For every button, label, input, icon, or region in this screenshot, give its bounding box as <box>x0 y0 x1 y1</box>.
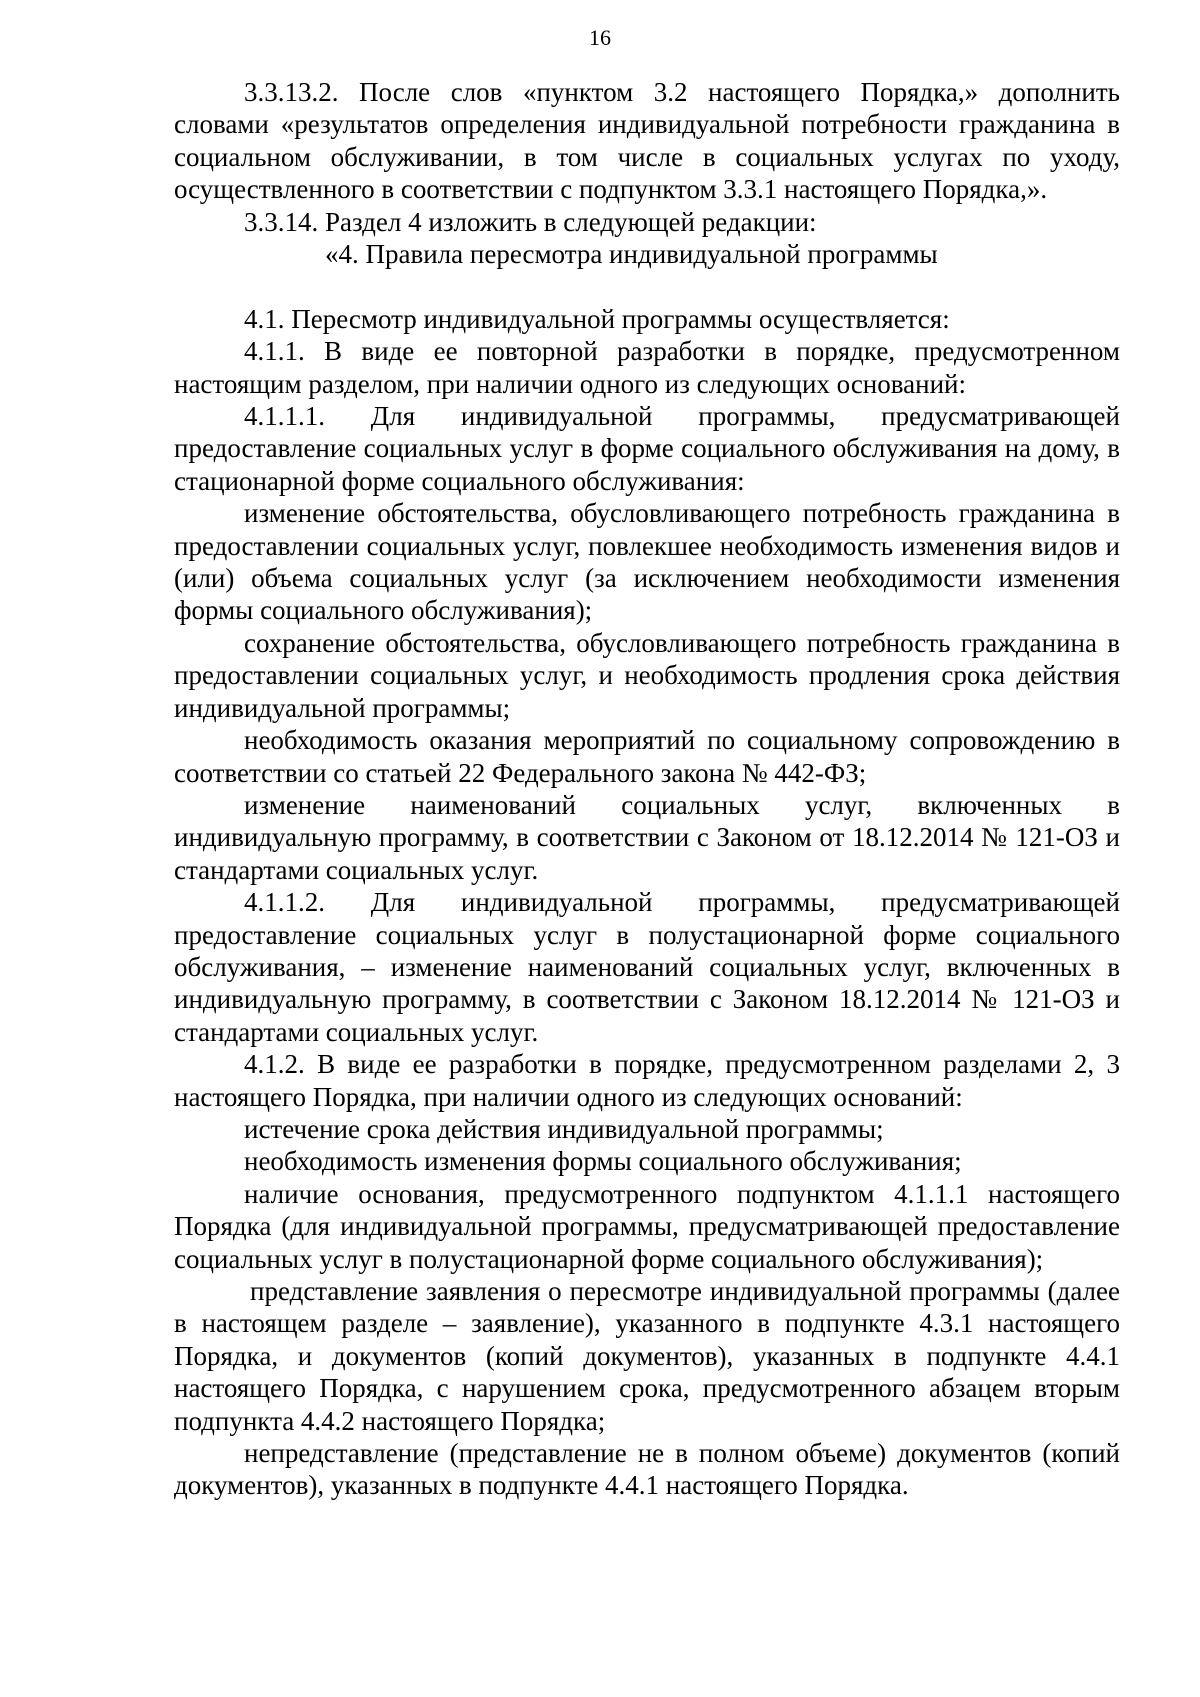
paragraph-expiry: истечение срока действия индивидуальной программы; <box>244 1113 884 1144</box>
paragraph-application: представление заявления о пересмотре индивидуальной программы (далее в настоящем разделе – заявление), указанного в подпункте 4.3.1 настоящего Порядка, и документов (копий документов), указанных в подпункте 4.4.1 настоящего Порядка, с нарушением срока, предусмотренного абзацем вторым подпункта 4.4.2 настоящего Порядка; <box>174 1276 1120 1436</box>
paragraph-3-3-13-2: 3.3.13.2. После слов «пунктом 3.2 настоящего Порядка,» дополнить словами «результатов определения индивидуальной потребности гражданина в социальном обслуживании, в том числе в социальных услугах по уходу, осуществленного в соответствии с подпунктом 3.3.1 настоящего Порядка,». <box>174 77 1120 205</box>
paragraph-4-1: 4.1. Пересмотр индивидуальной программы осуществляется: <box>244 303 950 334</box>
paragraph-4-1-2: 4.1.2. В виде ее разработки в порядке, предусмотренном разделами 2, 3 настоящего Порядка, при наличии одного из следующих оснований: <box>174 1049 1120 1112</box>
paragraph-3-3-14: 3.3.14. Раздел 4 изложить в следующей редакции: <box>244 206 817 237</box>
section-heading: «4. Правила пересмотра индивидуальной программы <box>325 239 938 270</box>
paragraph-4-1-1-1: 4.1.1.1. Для индивидуальной программы, предусматривающей предоставление социальных услуг в форме социального обслуживания на дому, в стационарной форме социального обслуживания: <box>174 401 1120 496</box>
paragraph-non-submission: непредставление (представление не в полном объеме) документов (копий документов), указанных в подпункте 4.4.1 настоящего Порядка. <box>174 1438 1120 1501</box>
blank-line <box>174 270 1120 302</box>
paragraph-change-service-names: изменение наименований социальных услуг, включенных в индивидуальную программу, в соответствии с Законом от 18.12.2014 № 121-ОЗ и стандартами социальных услуг. <box>174 789 1120 885</box>
paragraph-change-circumstance: изменение обстоятельства, обусловливающего потребность гражданина в предоставлении социальных услуг, повлекшее необходимость изменения видов и (или) объема социальных услуг (за исключением необходимости изменения формы социального обслуживания); <box>174 498 1120 626</box>
paragraph-preserve-circumstance: сохранение обстоятельства, обусловливающего потребность гражданина в предоставлении социальных услуг, и необходимость продления срока действия индивидуальной программы; <box>174 627 1120 723</box>
paragraph-4-1-1-2: 4.1.1.2. Для индивидуальной программы, предусматривающей предоставление социальных услуг в полустационарной форме социального обслуживания, – изменение наименований социальных услуг, включенных в индивидуальную программу, в соответствии с Законом 18.12.2014 № 121-ОЗ и стандартами социальных услуг. <box>174 887 1120 1047</box>
paragraph-social-support: необходимость оказания мероприятий по социальному сопровождению в соответствии со статьей 22 Федерального закона № 442-ФЗ; <box>174 725 1120 788</box>
paragraph-4-1-1: 4.1.1. В виде ее повторной разработки в порядке, предусмотренном настоящим разделом, при наличии одного из следующих оснований: <box>174 336 1120 399</box>
page-number: 16 <box>589 25 611 50</box>
paragraph-form-change: необходимость изменения формы социального обслуживания; <box>244 1146 962 1177</box>
paragraph-basis: наличие основания, предусмотренного подпунктом 4.1.1.1 настоящего Порядка (для индивидуальной программы, предусматривающей предоставление социальных услуг в полустационарной форме социального обслуживания); <box>174 1178 1120 1274</box>
document-body <box>174 76 1120 1502</box>
